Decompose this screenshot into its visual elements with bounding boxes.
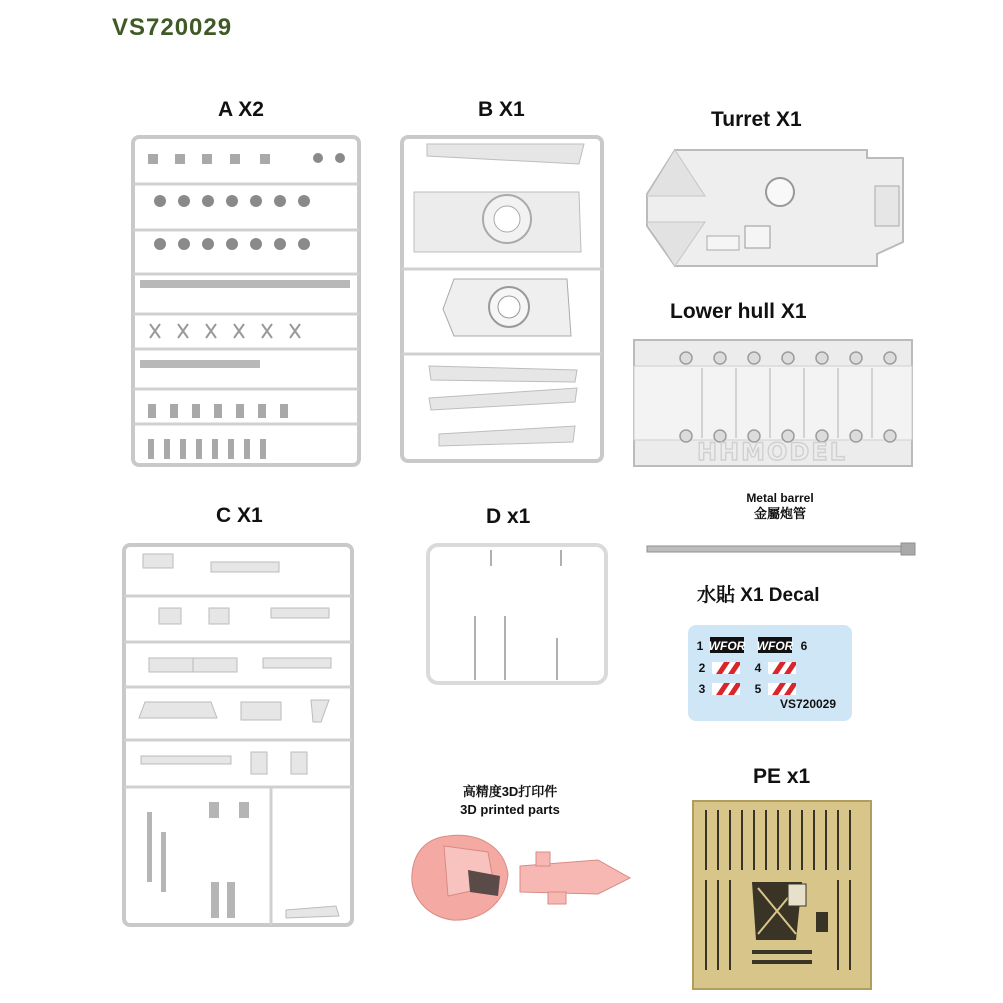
decal-num-1: 1	[696, 639, 704, 653]
hull-watermark: HHMODEL	[696, 438, 848, 466]
decal-wfor-6: WFOR	[756, 639, 794, 653]
sprue-b-label: B X1	[478, 98, 525, 121]
printed-parts-label	[430, 783, 590, 819]
metal-barrel-image	[645, 541, 917, 557]
decal-wfor-1: WFOR	[708, 639, 746, 653]
decal-label: 水貼 X1 Decal	[697, 585, 820, 606]
printed-parts-image	[408, 826, 640, 926]
lower-hull-image	[632, 338, 916, 468]
turret-image	[645, 146, 915, 270]
sprue-d-label: D x1	[486, 505, 531, 528]
metal-barrel-label	[720, 490, 840, 522]
metal-barrel-en: Metal barrel	[746, 491, 814, 505]
sprue-c-label: C X1	[216, 504, 263, 527]
pe-fret-image	[692, 800, 872, 990]
decal-code: VS720029	[779, 697, 837, 711]
decal-artwork	[688, 625, 852, 721]
sprue-a-label: A X2	[218, 98, 264, 121]
turret-label: Turret X1	[711, 108, 802, 131]
decal-num-2: 2	[698, 661, 706, 675]
pe-label: PE x1	[753, 765, 811, 788]
product-code: VS720029	[112, 14, 233, 41]
sprue-a-image	[130, 134, 362, 468]
sprue-d-image	[425, 542, 609, 686]
printed-parts-en: 3D printed parts	[460, 802, 560, 817]
printed-parts-zh: 高精度3D打印件	[462, 784, 558, 799]
metal-barrel-zh: 金屬炮管	[753, 506, 806, 521]
sprue-b-image	[399, 134, 605, 464]
decal-num-3: 3	[698, 682, 706, 696]
lower-hull-label: Lower hull X1	[670, 300, 807, 323]
sprue-c-image	[121, 542, 355, 928]
decal-num-6: 6	[800, 639, 808, 653]
decal-num-5: 5	[754, 682, 762, 696]
decal-num-4: 4	[754, 661, 762, 675]
